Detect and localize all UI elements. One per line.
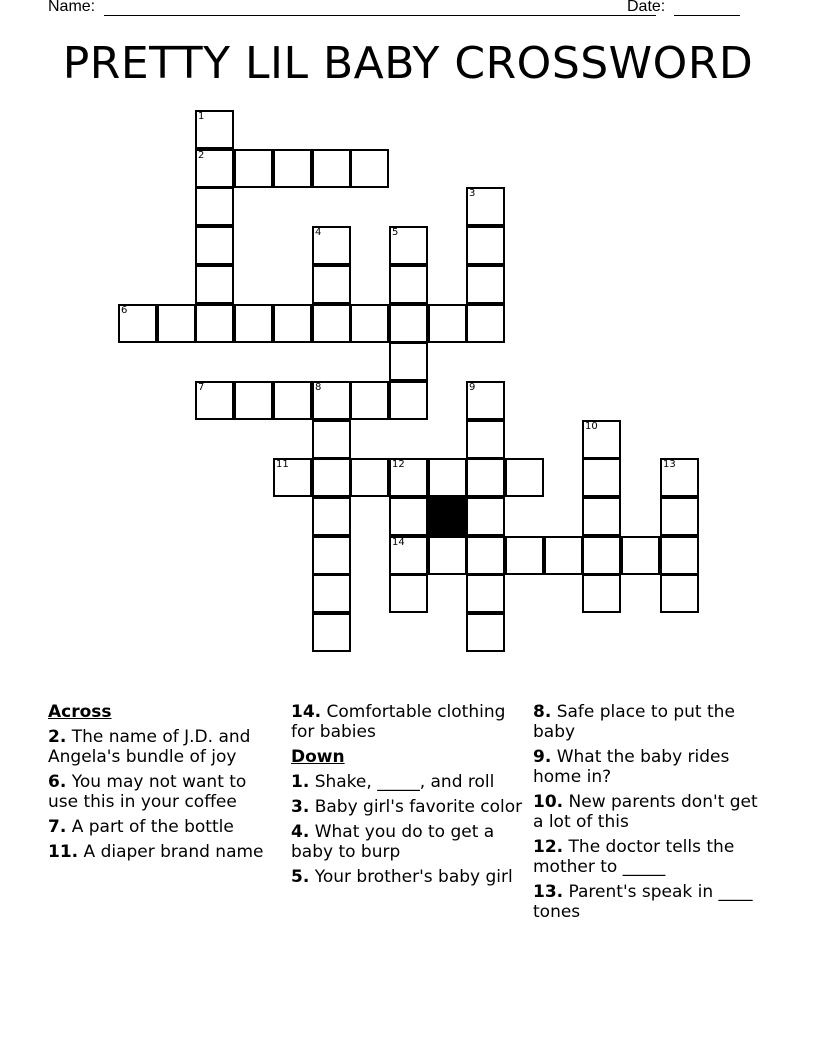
cell-number: 10 [585,421,598,432]
clue-text: What you do to get a baby to burp [291,822,495,862]
grid-cell[interactable] [582,497,621,536]
grid-cell[interactable] [312,381,351,420]
clue-number: 13. [533,882,564,902]
clue-down-12 [533,837,765,877]
down-heading: Down [291,747,345,767]
grid-cell[interactable] [389,536,428,575]
grid-cell[interactable] [195,304,234,343]
grid-cell[interactable] [118,304,157,343]
grid-cell[interactable] [466,536,505,575]
grid-cell[interactable] [157,304,196,343]
clue-down-8 [533,702,765,742]
grid-cell[interactable] [582,420,621,459]
across-heading: Across [48,702,112,722]
grid-cell[interactable] [234,149,273,188]
clue-number: 12. [533,837,564,857]
cell-number: 4 [315,227,322,238]
clue-across-14 [291,702,523,742]
grid-cell[interactable] [621,536,660,575]
date-label: Date: [627,0,666,15]
clue-down-3 [291,797,523,817]
clue-number: 1. [291,772,310,792]
clue-across-7 [48,817,280,837]
grid-cell[interactable] [273,304,312,343]
grid-cell[interactable] [234,381,273,420]
cell-number: 9 [469,382,476,393]
grid-cell[interactable] [312,536,351,575]
clue-text: Baby girl's favorite color [314,797,523,817]
cell-number: 6 [121,305,128,316]
grid-cell[interactable] [660,497,699,536]
grid-cell[interactable] [505,458,544,497]
clue-text: Parent's speak in ____ tones [533,882,753,922]
clue-down-5 [291,867,523,887]
grid-cell[interactable] [312,304,351,343]
grid-cell[interactable] [389,226,428,265]
grid-cell[interactable] [195,187,234,226]
clue-column-3 [533,702,765,927]
clue-text: Safe place to put the baby [533,702,735,742]
clue-number: 11. [48,842,79,862]
clue-text: A part of the bottle [71,817,234,837]
clue-column-2 [291,702,523,892]
grid-cell[interactable] [466,381,505,420]
grid-cell[interactable] [660,574,699,613]
grid-cell[interactable] [312,420,351,459]
grid-cell[interactable] [389,342,428,381]
grid-cell[interactable] [234,304,273,343]
grid-cell[interactable] [505,536,544,575]
clue-number: 5. [291,867,310,887]
grid-cell[interactable] [312,265,351,304]
grid-cell[interactable] [273,458,312,497]
grid-cell[interactable] [428,304,467,343]
grid-cell[interactable] [312,226,351,265]
clue-number: 3. [291,797,310,817]
cell-number: 12 [392,459,405,470]
clue-number: 4. [291,822,310,842]
grid-cell[interactable] [195,149,234,188]
cell-number: 8 [315,382,322,393]
page-title: PRETTY LIL BABY CROSSWORD [62,38,754,89]
cell-number: 13 [663,459,676,470]
grid-cell[interactable] [389,265,428,304]
grid-cell[interactable] [195,110,234,149]
grid-cell[interactable] [466,187,505,226]
cell-number: 14 [392,537,405,548]
clue-down-9 [533,747,765,787]
cell-number: 2 [198,150,205,161]
clue-down-13 [533,882,765,922]
grid-cell[interactable] [312,458,351,497]
clue-text: Shake, _____, and roll [314,772,495,792]
grid-cell[interactable] [350,381,389,420]
grid-cell[interactable] [466,265,505,304]
grid-cell[interactable] [389,304,428,343]
grid-cell[interactable] [389,574,428,613]
grid-cell[interactable] [582,458,621,497]
grid-cell[interactable] [312,149,351,188]
clue-down-4 [291,822,523,862]
clue-number: 10. [533,792,564,812]
clue-text: The name of J.D. and Angela's bundle of joy [48,727,251,767]
grid-cell[interactable] [428,458,467,497]
clue-number: 7. [48,817,67,837]
clue-number: 2. [48,727,67,747]
grid-cell[interactable] [428,536,467,575]
clue-text: What the baby rides home in? [533,747,730,787]
clue-number: 8. [533,702,552,722]
clue-text: Your brother's baby girl [314,867,513,887]
grid-cell[interactable] [195,226,234,265]
grid-cell[interactable] [389,497,428,536]
cell-number: 3 [469,188,476,199]
grid-cell[interactable] [466,304,505,343]
grid-cell[interactable] [389,458,428,497]
clue-text: The doctor tells the mother to _____ [533,837,735,877]
grid-cell[interactable] [273,149,312,188]
clue-text: Comfortable clothing for babies [291,702,506,742]
clue-number: 14. [291,702,322,722]
cell-number: 7 [198,382,205,393]
clue-down-10 [533,792,765,832]
grid-cell[interactable] [466,458,505,497]
grid-cell[interactable] [466,497,505,536]
name-label: Name: [48,0,96,15]
clue-text: A diaper brand name [83,842,264,862]
grid-cell[interactable] [582,574,621,613]
grid-cell[interactable] [350,304,389,343]
clue-number: 6. [48,772,67,792]
grid-cell[interactable] [195,265,234,304]
cell-number: 5 [392,227,399,238]
clue-across-2 [48,727,280,767]
clue-across-6 [48,772,280,812]
grid-cell[interactable] [466,574,505,613]
grid-cell[interactable] [389,381,428,420]
cell-number: 11 [276,459,289,470]
blocked-cell [428,497,467,536]
clue-column-1 [48,702,280,867]
grid-cell[interactable] [350,458,389,497]
clue-across-11 [48,842,280,862]
grid-cell[interactable] [312,574,351,613]
grid-cell[interactable] [312,497,351,536]
clue-down-1 [291,772,523,792]
grid-cell[interactable] [273,381,312,420]
grid-cell[interactable] [660,536,699,575]
grid-cell[interactable] [544,536,583,575]
grid-cell[interactable] [466,226,505,265]
grid-cell[interactable] [466,420,505,459]
clue-text: New parents don't get a lot of this [533,792,758,832]
grid-cell[interactable] [195,381,234,420]
grid-cell[interactable] [350,149,389,188]
cell-number: 1 [198,111,205,122]
grid-cell[interactable] [466,613,505,652]
grid-cell[interactable] [582,536,621,575]
grid-cell[interactable] [312,613,351,652]
clue-text: You may not want to use this in your coffee [48,772,247,812]
grid-cell[interactable] [660,458,699,497]
clue-number: 9. [533,747,552,767]
